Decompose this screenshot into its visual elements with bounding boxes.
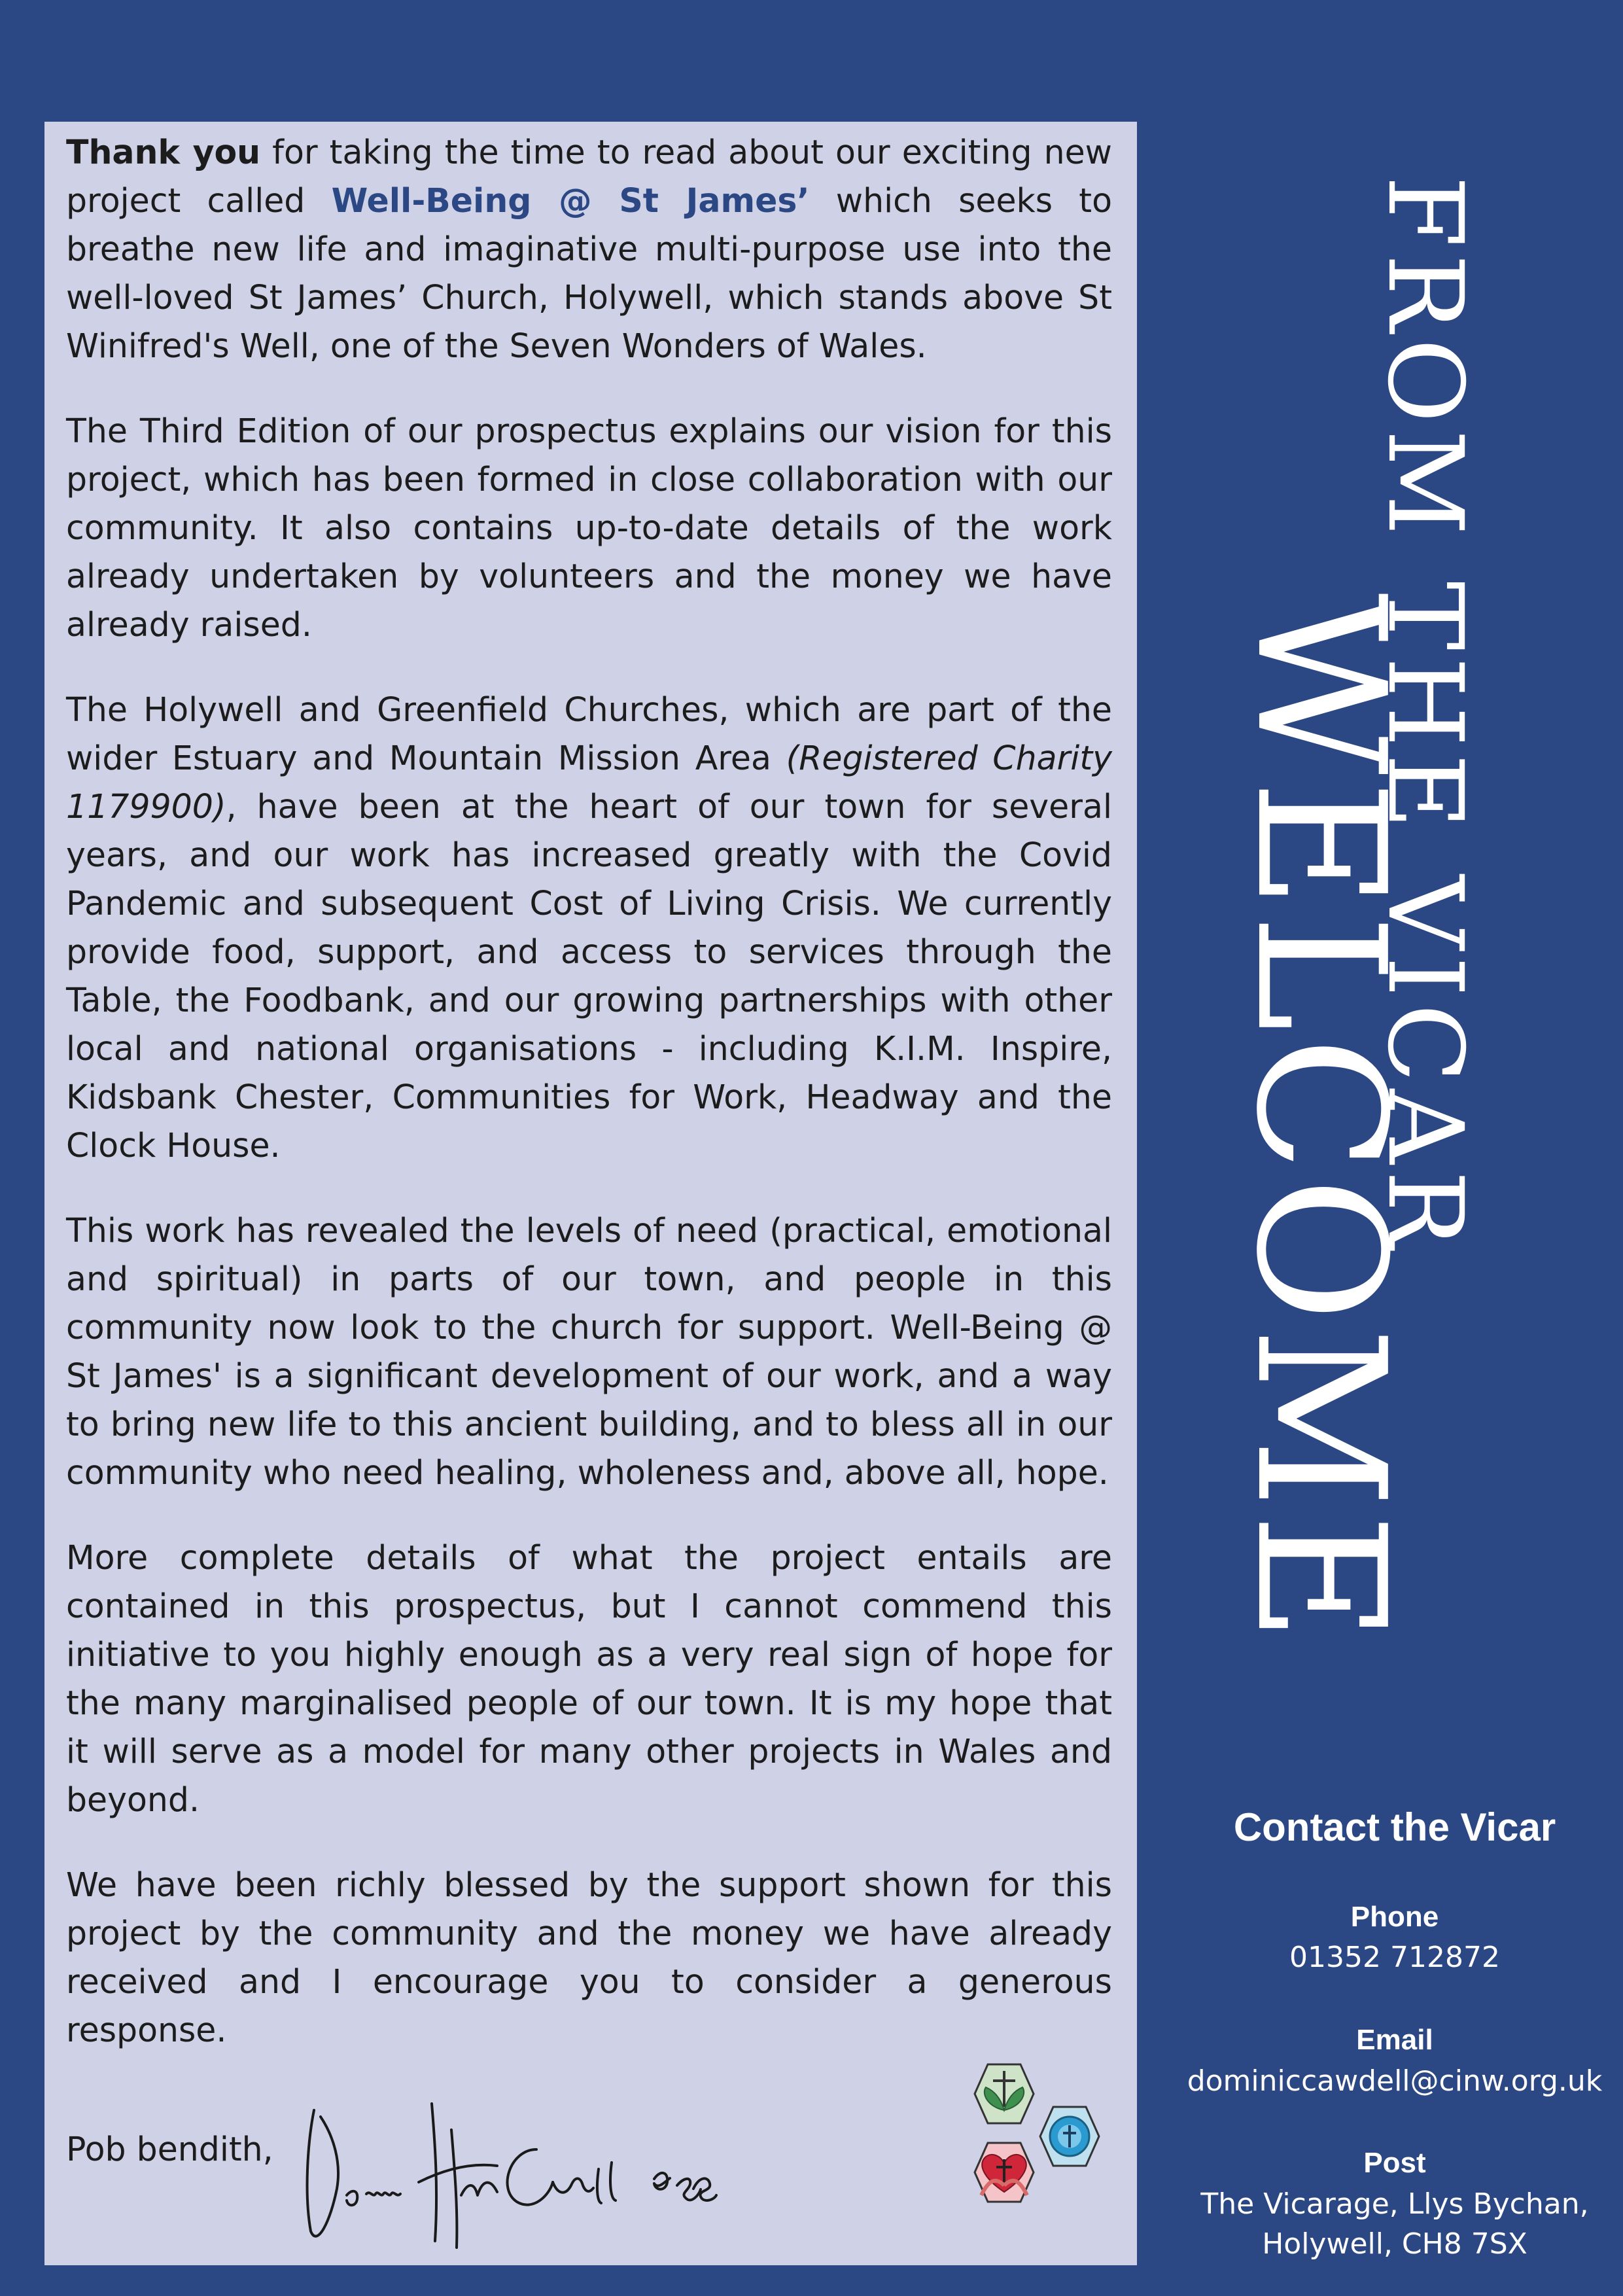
paragraph-3-text-a: The Holywell and Greenfield Churches, which are part of the wider Estuary and Mountain Mission Area [66, 690, 1112, 777]
paragraph-2: The Third Edition of our prospectus explains our vision for this project, which has been formed in close collaboration with our community. It also contains up-to-date details of the work already undertaken by volunteers and the money we have already raised. [66, 412, 1112, 644]
hexagon-cross-logo-icon [935, 2061, 1122, 2248]
signature-icon [301, 2091, 720, 2261]
email-address[interactable]: dominiccawdell@cinw.org.uk [1187, 2064, 1603, 2098]
from-the-vicar-title: FROM THE VICAR [1365, 175, 1485, 1255]
phone-number[interactable]: 01352 712872 [1289, 1941, 1500, 1974]
registered-charity: (Registered Charity 1179900) [66, 739, 1113, 826]
post-address-line-2: Holywell, CH8 7SX [1262, 2227, 1527, 2261]
paragraph-3-text-b: , have been at the heart of our town for several years, and our work has increased greatly with the Covid Pandemic and subsequent Cost of Living Crisis. We currently provide food, support, and access to services through the Table, the Foodbank, and our growing partnerships with other local and national organisations - including K.I.M. Inspire, Kidsbank Chester, Communities for Work, Headway and the Clock House. [66, 787, 1112, 1165]
phone-label: Phone [1350, 1901, 1439, 1933]
paragraph-3 [66, 686, 1112, 1170]
project-name: Well-Being @ St James’ [331, 181, 810, 220]
email-label: Email [1356, 2024, 1433, 2056]
letter-body [66, 128, 1112, 2091]
post-label: Post [1363, 2147, 1426, 2179]
paragraph-1-text-b: which seeks to breathe new life and imaginative multi-purpose use into the well-loved St James’ Church, Holywell, which stands above St Winifred's Well, one of the Seven Wonders of Wales. [66, 181, 1112, 365]
welcome-title: WELCOME [1217, 593, 1423, 1648]
paragraph-1 [66, 128, 1112, 370]
post-address-line-1: The Vicarage, Llys Bychan, [1200, 2187, 1589, 2221]
sign-off: Pob bendith, [66, 2130, 273, 2168]
paragraph-6: We have been richly blessed by the support shown for this project by the community and the money we have already received and I encourage you to consider a generous response. [66, 1865, 1112, 2049]
paragraph-4: This work has revealed the levels of need (practical, emotional and spiritual) in parts of our town, and people in this community now look to the church for support. Well-Being @ St James' is a significant development of our work, and a way to bring new life to this ancient building, and to bless all in our community who need healing, wholeness and, above all, hope. [66, 1211, 1112, 1492]
paragraph-5: More complete details of what the project entails are contained in this prospectus, but I cannot commend this initiative to you highly enough as a very real sign of hope for the many marginalised people of our town. It is my hope that it will serve as a model for many other projects in Wales and beyond. [66, 1538, 1112, 1819]
thank-you-lead: Thank you [66, 133, 261, 171]
paragraph-1-text-a: for taking the time to read about our exciting new project called [66, 133, 1112, 220]
contact-heading: Contact the Vicar [1233, 1805, 1556, 1849]
